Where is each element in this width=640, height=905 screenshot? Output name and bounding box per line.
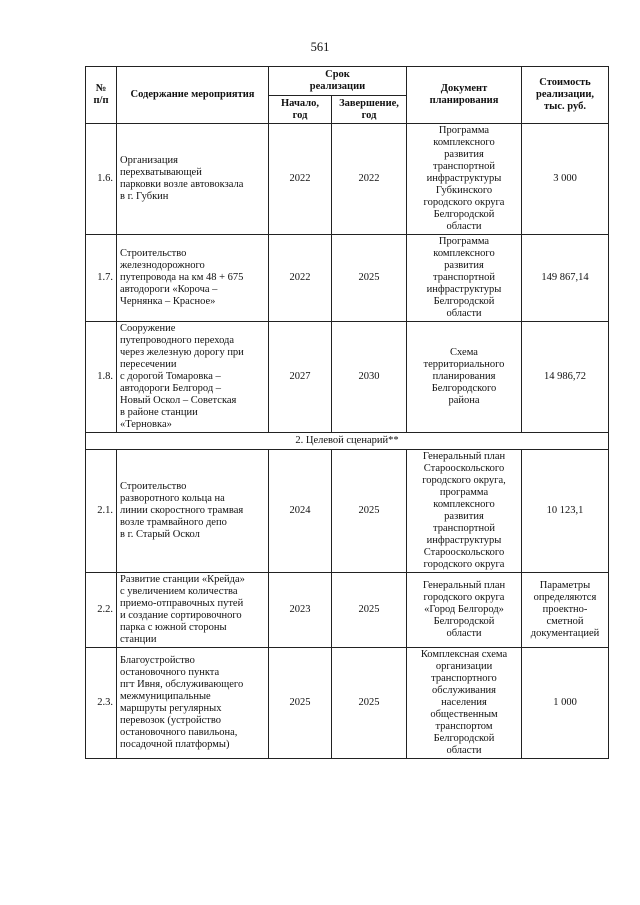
row-number: 1.6. (86, 124, 117, 235)
start-year: 2027 (269, 322, 332, 433)
end-year: 2022 (332, 124, 407, 235)
measure-content: Сооружение путепроводного перехода через железную дорогу при пересечении с дорогой Томаровка – автодороги Белгород – Новый Оскол – Советская в районе станции «Терновка» (117, 322, 269, 433)
header-period: Срок реализации (269, 67, 407, 96)
end-year: 2025 (332, 573, 407, 648)
planning-document: Программа комплексного развития транспортной инфраструктуры Белгородской области (407, 235, 522, 322)
table-body-group-1 (86, 124, 609, 433)
end-year: 2025 (332, 648, 407, 759)
cost-value: 1 000 (522, 648, 609, 759)
header-cost: Стоимость реализации, тыс. руб. (522, 67, 609, 124)
planning-document: Программа комплексного развития транспортной инфраструктуры Губкинского городского округа Белгородской области (407, 124, 522, 235)
header-content: Содержание мероприятия (117, 67, 269, 124)
table-row (86, 648, 609, 759)
cost-value: 3 000 (522, 124, 609, 235)
planning-document: Генеральный план городского округа «Город Белгород» Белгородской области (407, 573, 522, 648)
table-row (86, 450, 609, 573)
table-row (86, 573, 609, 648)
planning-document: Генеральный план Старооскольского городского округа, программа комплексного развития транспортной инфраструктуры Старооскольского городского округа (407, 450, 522, 573)
table-body-group-2 (86, 450, 609, 759)
row-number: 2.2. (86, 573, 117, 648)
measures-table (85, 66, 609, 759)
planning-document: Комплексная схема организации транспортного обслуживания населения общественным транспортом Белгородской области (407, 648, 522, 759)
start-year: 2025 (269, 648, 332, 759)
table-row (86, 235, 609, 322)
header-document: Документ планирования (407, 67, 522, 124)
table-row (86, 124, 609, 235)
end-year: 2025 (332, 450, 407, 573)
row-number: 1.7. (86, 235, 117, 322)
header-number: № п/п (86, 67, 117, 124)
cost-value: 149 867,14 (522, 235, 609, 322)
start-year: 2024 (269, 450, 332, 573)
cost-value: 14 986,72 (522, 322, 609, 433)
planning-document: Схема территориального планирования Белгородского района (407, 322, 522, 433)
end-year: 2025 (332, 235, 407, 322)
measure-content: Благоустройство остановочного пункта пгт Ивня, обслуживающего межмуниципальные маршруты регулярных перевозок (устройство остановочного павильона, посадочной платформы) (117, 648, 269, 759)
measure-content: Строительство разворотного кольца на линии скоростного трамвая возле трамвайного депо в г. Старый Оскол (117, 450, 269, 573)
row-number: 1.8. (86, 322, 117, 433)
start-year: 2023 (269, 573, 332, 648)
header-end: Завершение, год (332, 96, 407, 124)
row-number: 2.3. (86, 648, 117, 759)
measure-content: Строительство железнодорожного путепровода на км 48 + 675 автодороги «Короча – Чернянка – Красное» (117, 235, 269, 322)
cost-value: 10 123,1 (522, 450, 609, 573)
start-year: 2022 (269, 235, 332, 322)
row-number: 2.1. (86, 450, 117, 573)
cost-value: Параметры определяются проектно- сметной документацией (522, 573, 609, 648)
section-title: 2. Целевой сценарий** (86, 433, 609, 450)
start-year: 2022 (269, 124, 332, 235)
page-number: 561 (310, 40, 330, 54)
header-start: Начало, год (269, 96, 332, 124)
measure-content: Организация перехватывающей парковки возле автовокзала в г. Губкин (117, 124, 269, 235)
end-year: 2030 (332, 322, 407, 433)
measure-content: Развитие станции «Крейда» с увеличением количества приемо-отправочных путей и создание сортировочного парка с южной стороны станции (117, 573, 269, 648)
table-row (86, 322, 609, 433)
